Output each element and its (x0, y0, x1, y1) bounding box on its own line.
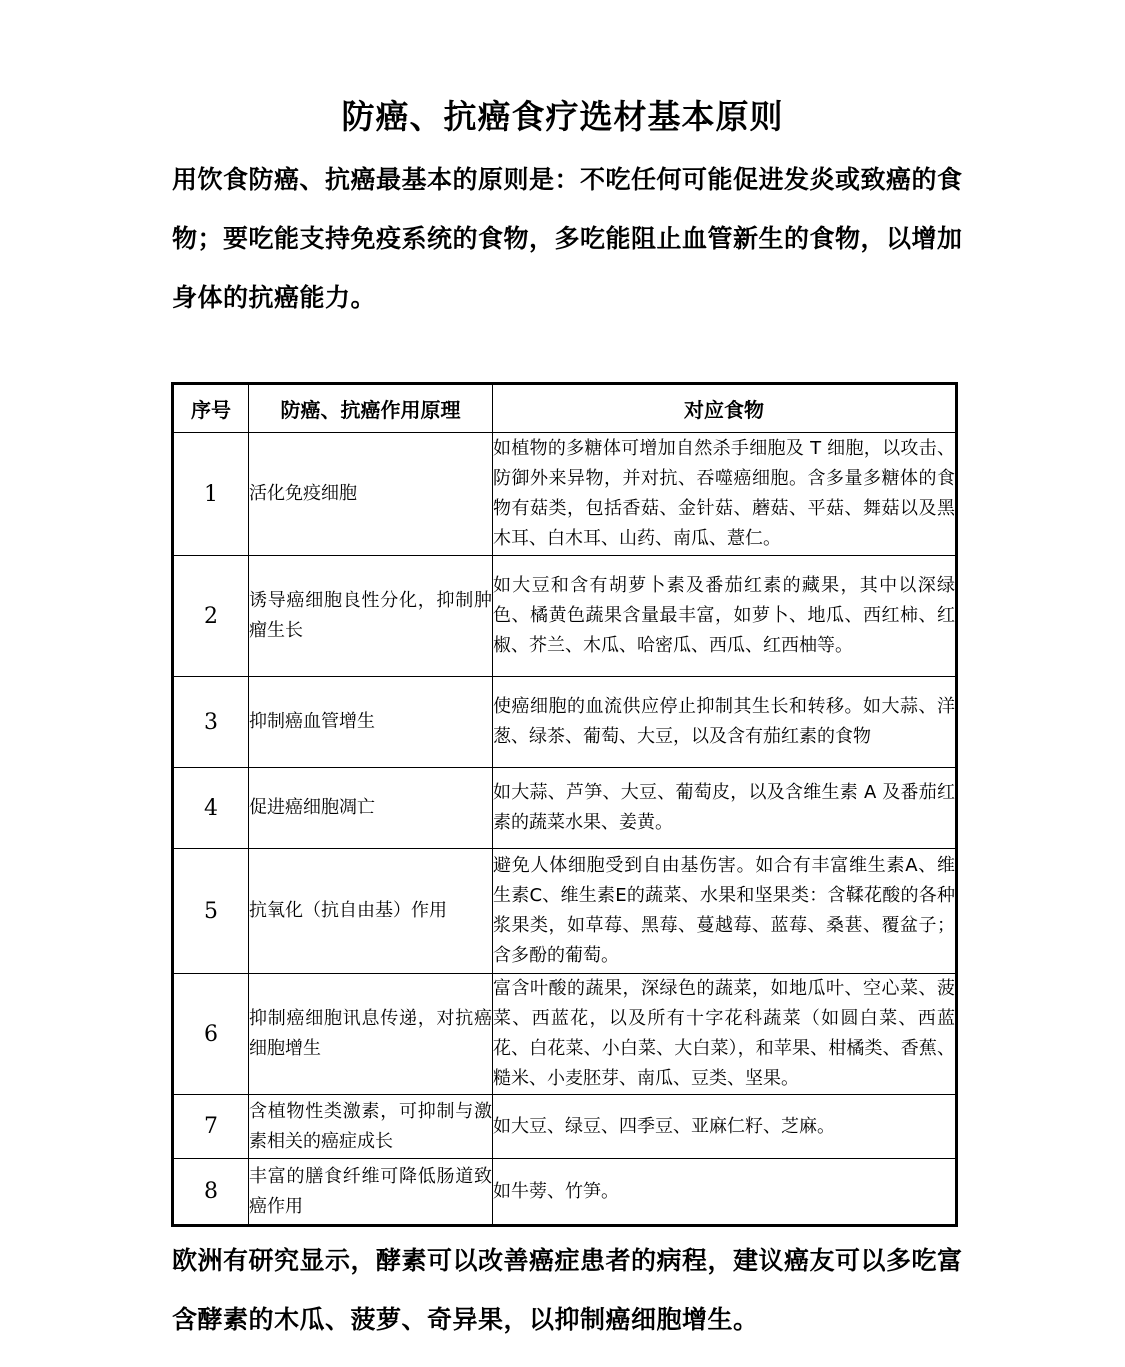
table-row (173, 1159, 957, 1226)
page-title: 防癌、抗癌食疗选材基本原则 (341, 97, 784, 136)
row-principle: 丰富的膳食纤维可降低肠道致癌作用 (249, 1159, 493, 1226)
row-food: 使癌细胞的血流供应停止抑制其生长和转移。如大蒜、洋葱、绿茶、葡萄、大豆，以及含有茄红素的食物 (493, 677, 957, 768)
row-principle: 活化免疫细胞 (249, 433, 493, 556)
row-principle: 诱导癌细胞良性分化，抑制肿瘤生长 (249, 556, 493, 677)
table-row (173, 974, 957, 1095)
row-principle: 含植物性类激素，可抑制与激素相关的癌症成长 (249, 1095, 493, 1159)
header-num: 序号 (173, 384, 249, 433)
intro-paragraph: 用饮食防癌、抗癌最基本的原则是：不吃任何可能促进发炎或致癌的食物；要吃能支持免疫系统的食物，多吃能阻止血管新生的食物，以增加身体的抗癌能力。 (172, 165, 963, 312)
row-food: 富含叶酸的蔬果，深绿色的蔬菜，如地瓜叶、空心菜、菠菜、西蓝花，以及所有十字花科蔬菜（如圆白菜、西蓝花、白花菜、小白菜、大白菜），和苹果、柑橘类、香蕉、糙米、小麦胚芽、南瓜、豆类、坚果。 (493, 974, 957, 1095)
row-principle: 促进癌细胞凋亡 (249, 768, 493, 849)
closing-paragraph: 欧洲有研究显示，酵素可以改善癌症患者的病程，建议癌友可以多吃富含酵素的木瓜、菠萝、奇异果，以抑制癌细胞增生。 (172, 1246, 963, 1334)
row-num: 4 (173, 768, 249, 849)
row-principle: 抗氧化（抗自由基）作用 (249, 849, 493, 974)
row-num: 7 (173, 1095, 249, 1159)
row-food: 如大豆和含有胡萝卜素及番茄红素的藏果，其中以深绿色、橘黄色蔬果含量最丰富，如萝卜、地瓜、西红柿、红椒、芥兰、木瓜、哈密瓜、西瓜、红西柚等。 (493, 556, 957, 677)
row-food: 如植物的多糖体可增加自然杀手细胞及 T 细胞，以攻击、防御外来异物，并对抗、吞噬癌细胞。含多量多糖体的食物有菇类，包括香菇、金针菇、蘑菇、平菇、舞菇以及黑木耳、白木耳、山药、南瓜、薏仁。 (493, 433, 957, 556)
row-num: 6 (173, 974, 249, 1095)
row-food: 避免人体细胞受到自由基伤害。如合有丰富维生素A、维生素C、维生素E的蔬菜、水果和坚果类：含鞣花酸的各种浆果类，如草莓、黑莓、蔓越莓、蓝莓、桑葚、覆盆子；含多酚的葡萄。 (493, 849, 957, 974)
table-header-row (173, 384, 957, 433)
row-food: 如牛蒡、竹笋。 (493, 1159, 957, 1226)
food-principles-table (171, 382, 958, 1227)
row-principle: 抑制癌细胞讯息传递，对抗癌细胞增生 (249, 974, 493, 1095)
table-row (173, 849, 957, 974)
row-num: 5 (173, 849, 249, 974)
row-food: 如大豆、绿豆、四季豆、亚麻仁籽、芝麻。 (493, 1095, 957, 1159)
row-principle: 抑制癌血管增生 (249, 677, 493, 768)
row-num: 8 (173, 1159, 249, 1226)
table-row (173, 433, 957, 556)
table-row (173, 768, 957, 849)
row-num: 1 (173, 433, 249, 556)
table-row (173, 677, 957, 768)
row-num: 2 (173, 556, 249, 677)
table-row (173, 1095, 957, 1159)
table-row (173, 556, 957, 677)
row-num: 3 (173, 677, 249, 768)
row-food: 如大蒜、芦笋、大豆、葡萄皮，以及含维生素 A 及番茄红素的蔬菜水果、姜黄。 (493, 768, 957, 849)
header-principle: 防癌、抗癌作用原理 (249, 384, 493, 433)
header-food: 对应食物 (493, 384, 957, 433)
